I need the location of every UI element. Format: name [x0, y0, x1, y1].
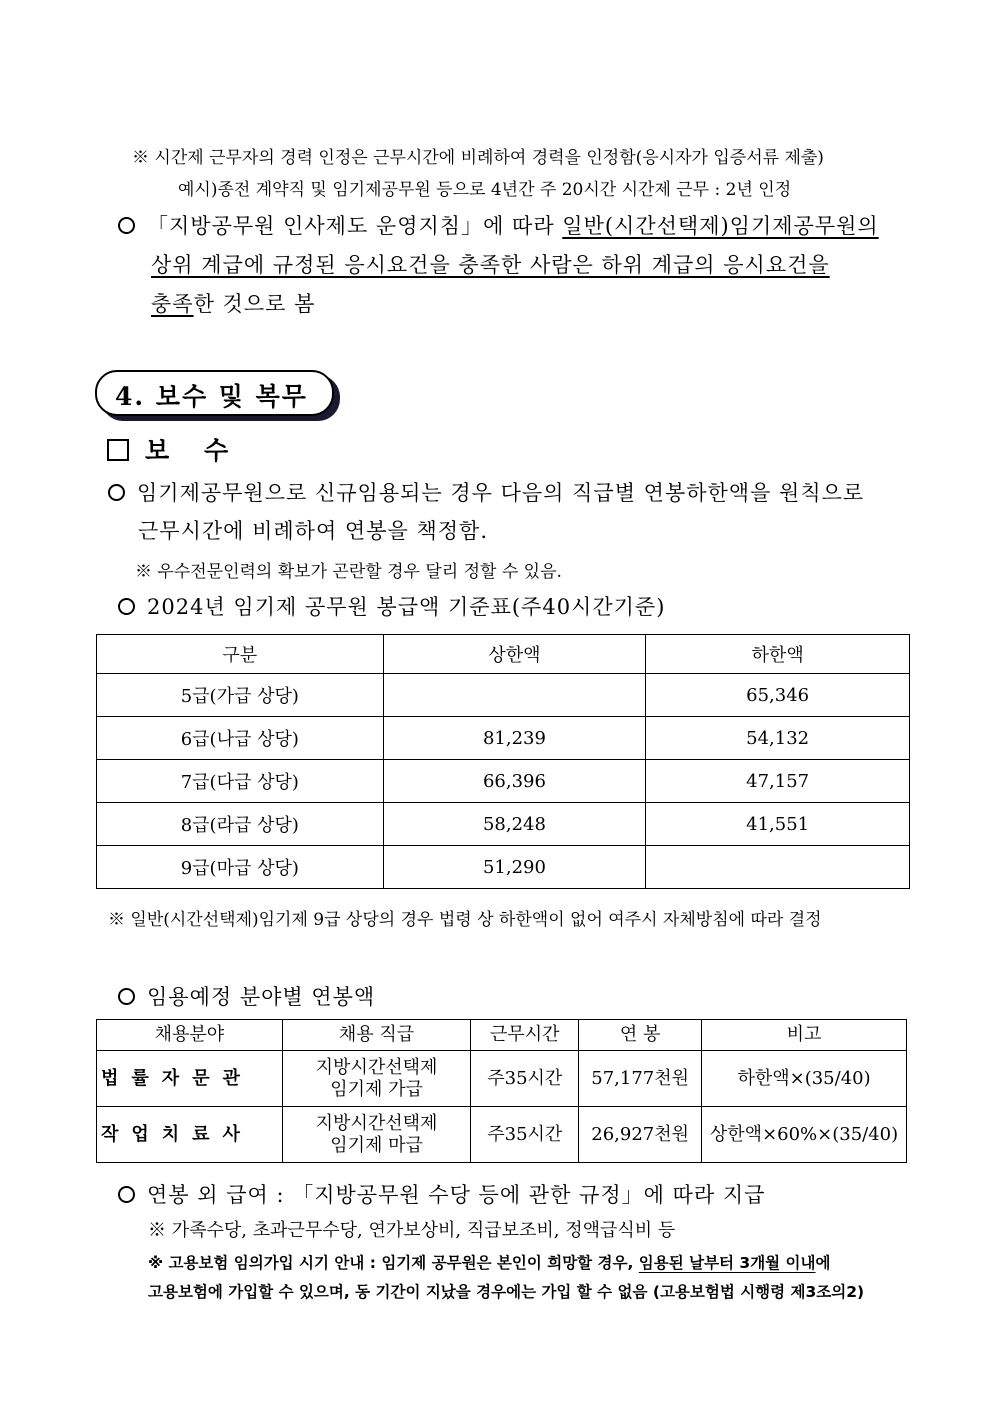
header-cell: 구분	[97, 635, 384, 674]
table-header-row	[97, 635, 910, 674]
field-cell: 작업치료사	[97, 1107, 283, 1163]
lower-cell	[646, 846, 910, 889]
header-cell: 연 봉	[579, 1020, 702, 1051]
hours-cell: 주35시간	[471, 1051, 579, 1107]
circle-bullet-icon	[118, 598, 135, 615]
guideline-line3: 충족한 것으로 봄	[151, 292, 316, 316]
field-table-title: 임용예정 분야별 연봉액	[118, 981, 375, 1011]
lower-cell: 41,551	[646, 803, 910, 846]
table-row	[97, 717, 910, 760]
circle-bullet-icon	[118, 1186, 135, 1203]
grade-cell: 9급(마급 상당)	[97, 846, 384, 889]
table-row	[97, 1107, 907, 1163]
grade-cell: 지방시간선택제 임기제 마급	[282, 1107, 471, 1163]
lower-cell: 54,132	[646, 717, 910, 760]
section-heading: 4. 보수 및 복무	[95, 370, 334, 416]
grade-cell: 6급(나급 상당)	[97, 717, 384, 760]
salary-cell: 57,177천원	[579, 1051, 702, 1107]
circle-bullet-icon	[118, 988, 135, 1005]
grade-cell: 5급(가급 상당)	[97, 674, 384, 717]
lower-cell: 65,346	[646, 674, 910, 717]
career-note: ※ 시간제 근무자의 경력 인정은 근무시간에 비례하여 경력을 인정함(응시자가 입증서류 제출)	[132, 148, 824, 168]
upper-cell	[383, 674, 646, 717]
upper-cell: 66,396	[383, 760, 646, 803]
table1-note: ※ 일반(시간선택제)임기제 9급 상당의 경우 법령 상 하한액이 없어 여주시 자체방침에 따라 결정	[108, 910, 822, 930]
salary-para-line1: 임기제공무원으로 신규임용되는 경우 다음의 직급별 연봉하한액을 원칙으로	[108, 477, 864, 507]
guideline-line2: 상위 계급에 규정된 응시요건을 충족한 사람은 하위 계급의 응시요건을	[151, 253, 830, 277]
salary-subheading: 보 수	[145, 436, 229, 465]
allowance-note: ※ 가족수당, 초과근무수당, 연가보상비, 직급보조비, 정액급식비 등	[148, 1220, 676, 1241]
checkbox-square-icon	[107, 439, 129, 461]
grade-cell: 7급(다급 상당)	[97, 760, 384, 803]
allowance-line: 연봉 외 급여 : 「지방공무원 수당 등에 관한 규정」에 따라 지급	[118, 1179, 765, 1209]
hours-cell: 주35시간	[471, 1107, 579, 1163]
table-row	[97, 1051, 907, 1107]
remark-cell: 상한액×60%×(35/40)	[702, 1107, 907, 1163]
salary-table	[96, 634, 910, 889]
guideline-line1: 「지방공무원 인사제도 운영지침」에 따라 일반(시간선택제)임기제공무원의	[118, 210, 879, 240]
table-row	[97, 760, 910, 803]
header-cell: 채용 직급	[282, 1020, 471, 1051]
field-cell: 법률자문관	[97, 1051, 283, 1107]
salary-cell: 26,927천원	[579, 1107, 702, 1163]
field-salary-table	[96, 1019, 907, 1163]
grade-cell: 8급(라급 상당)	[97, 803, 384, 846]
salary-para-line2: 근무시간에 비례하여 연봉을 책정함.	[138, 519, 488, 543]
header-cell: 비고	[702, 1020, 907, 1051]
header-cell: 상한액	[383, 635, 646, 674]
lower-cell: 47,157	[646, 760, 910, 803]
expert-note: ※ 우수전문인력의 확보가 곤란할 경우 달리 정할 수 있음.	[135, 562, 562, 582]
table-row	[97, 803, 910, 846]
circle-bullet-icon	[118, 217, 135, 234]
table-row	[97, 674, 910, 717]
table-header-row	[97, 1020, 907, 1051]
remark-cell: 하한액×(35/40)	[702, 1051, 907, 1107]
upper-cell: 81,239	[383, 717, 646, 760]
table-row	[97, 846, 910, 889]
circle-bullet-icon	[108, 484, 125, 501]
insurance-note-line2: 고용보험에 가입할 수 있으며, 동 기간이 지났을 경우에는 가입 할 수 없음 (고용보험법 시행령 제3조의2)	[148, 1283, 865, 1301]
upper-cell: 51,290	[383, 846, 646, 889]
grade-cell: 지방시간선택제 임기제 가급	[282, 1051, 471, 1107]
table1-title: 2024년 임기제 공무원 봉급액 기준표(주40시간기준)	[118, 591, 665, 621]
header-cell: 채용분야	[97, 1020, 283, 1051]
career-example: 예시)종전 계약직 및 임기제공무원 등으로 4년간 주 20시간 시간제 근무 : 2년 인정	[178, 180, 792, 200]
upper-cell: 58,248	[383, 803, 646, 846]
header-cell: 하한액	[646, 635, 910, 674]
header-cell: 근무시간	[471, 1020, 579, 1051]
insurance-note-line1: ※ 고용보험 임의가입 시기 안내 : 임기제 공무원은 본인이 희망할 경우, 임용된 날부터 3개월 이내에	[148, 1254, 831, 1272]
